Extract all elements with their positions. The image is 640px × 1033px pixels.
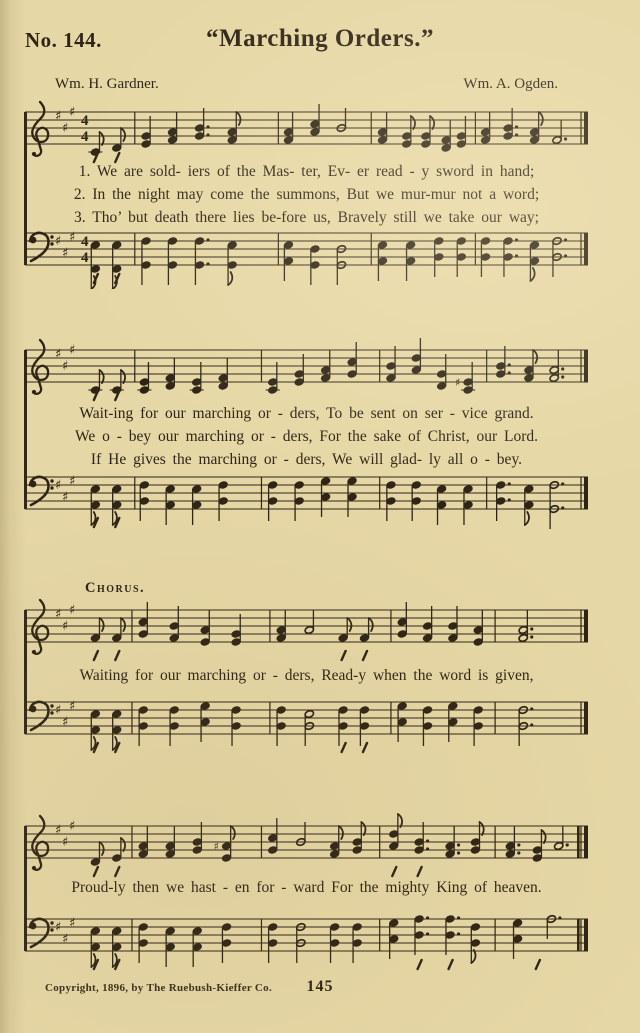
svg-text:♯: ♯ [69, 105, 76, 120]
svg-text:4: 4 [81, 113, 89, 129]
page-title: “Marching Orders.” [206, 25, 434, 52]
music-system-4 [25, 812, 588, 975]
verse-line-2: 2. In the night may come the summons, But we mur-mur not a word; [73, 186, 540, 203]
svg-text:♯: ♯ [69, 819, 76, 834]
system1-treble-staff [25, 98, 588, 168]
svg-text:♯: ♯ [213, 840, 219, 853]
system3-treble-staff [25, 596, 588, 666]
svg-text:♯: ♯ [455, 376, 461, 389]
svg-text:♯: ♯ [62, 121, 69, 136]
composer-left: Wm. H. Gardner. [55, 76, 159, 92]
svg-text:♯: ♯ [62, 246, 69, 261]
system4-treble-staff [25, 812, 588, 882]
refrain-lyrics [25, 402, 588, 471]
verse-line-1: 1. We are sold- iers of the Mas- ter, Ev- er read - y sword in hand; [78, 163, 535, 180]
music-system-3-chorus [25, 580, 588, 758]
system1-bass-staff [25, 219, 588, 289]
svg-text:♯: ♯ [55, 478, 62, 493]
finale-line-1: Proud-ly then we hast - en for - ward For the mighty King of heaven. [71, 879, 542, 896]
music-system-2 [25, 336, 588, 533]
refrain-line-1: Wait-ing for our marching or - ders, To be sent on ser - vice grand. [79, 405, 534, 422]
svg-text:♯: ♯ [62, 490, 69, 505]
copyright-notice: Copyright, 1896, by The Ruebush-Kieffer Co. [45, 982, 273, 994]
chorus-lyrics [25, 664, 588, 687]
finale-lyrics [25, 876, 588, 899]
svg-text:♯: ♯ [69, 699, 76, 714]
svg-text:♯: ♯ [55, 607, 62, 622]
svg-text:♯: ♯ [69, 474, 76, 489]
svg-text:♯: ♯ [62, 932, 69, 947]
svg-text:♯: ♯ [62, 835, 69, 850]
system4-bass-staff [25, 905, 588, 975]
composer-right: Wm. A. Ogden. [463, 76, 558, 92]
verse-line-3: 3. Tho’ but death there lies be-fore us, Bravely still we take our way; [74, 209, 539, 226]
svg-text:♯: ♯ [62, 619, 69, 634]
refrain-line-3: If He gives the marching or - ders, We will glad- ly all o - bey. [90, 451, 523, 468]
chorus-line-1: Waiting for our marching or - ders, Read-y when the word is given, [79, 667, 534, 684]
svg-text:♯: ♯ [69, 916, 76, 931]
system3-bass-staff [25, 688, 588, 758]
svg-text:♯: ♯ [62, 359, 69, 374]
svg-text:♯: ♯ [62, 715, 69, 730]
svg-text:♯: ♯ [55, 109, 62, 124]
svg-text:♯: ♯ [55, 823, 62, 838]
svg-text:♯: ♯ [69, 603, 76, 618]
system2-treble-staff [25, 336, 588, 406]
page-number: 145 [306, 978, 334, 995]
chorus-label: Chorus. [85, 580, 146, 596]
hymn-number: No. 144. [25, 28, 102, 52]
svg-text:4: 4 [81, 250, 89, 266]
music-system-1 [25, 98, 588, 289]
svg-text:♯: ♯ [69, 230, 76, 245]
svg-text:4: 4 [81, 129, 89, 145]
svg-text:♯: ♯ [55, 920, 62, 935]
svg-text:♯: ♯ [69, 343, 76, 358]
svg-text:♯: ♯ [55, 703, 62, 718]
refrain-line-2: We o - bey our marching or - ders, For the sake of Christ, our Lord. [74, 428, 538, 445]
svg-text:♯: ♯ [55, 234, 62, 249]
system2-bass-staff [25, 463, 588, 533]
svg-text:♯: ♯ [55, 347, 62, 362]
svg-text:4: 4 [81, 234, 89, 250]
